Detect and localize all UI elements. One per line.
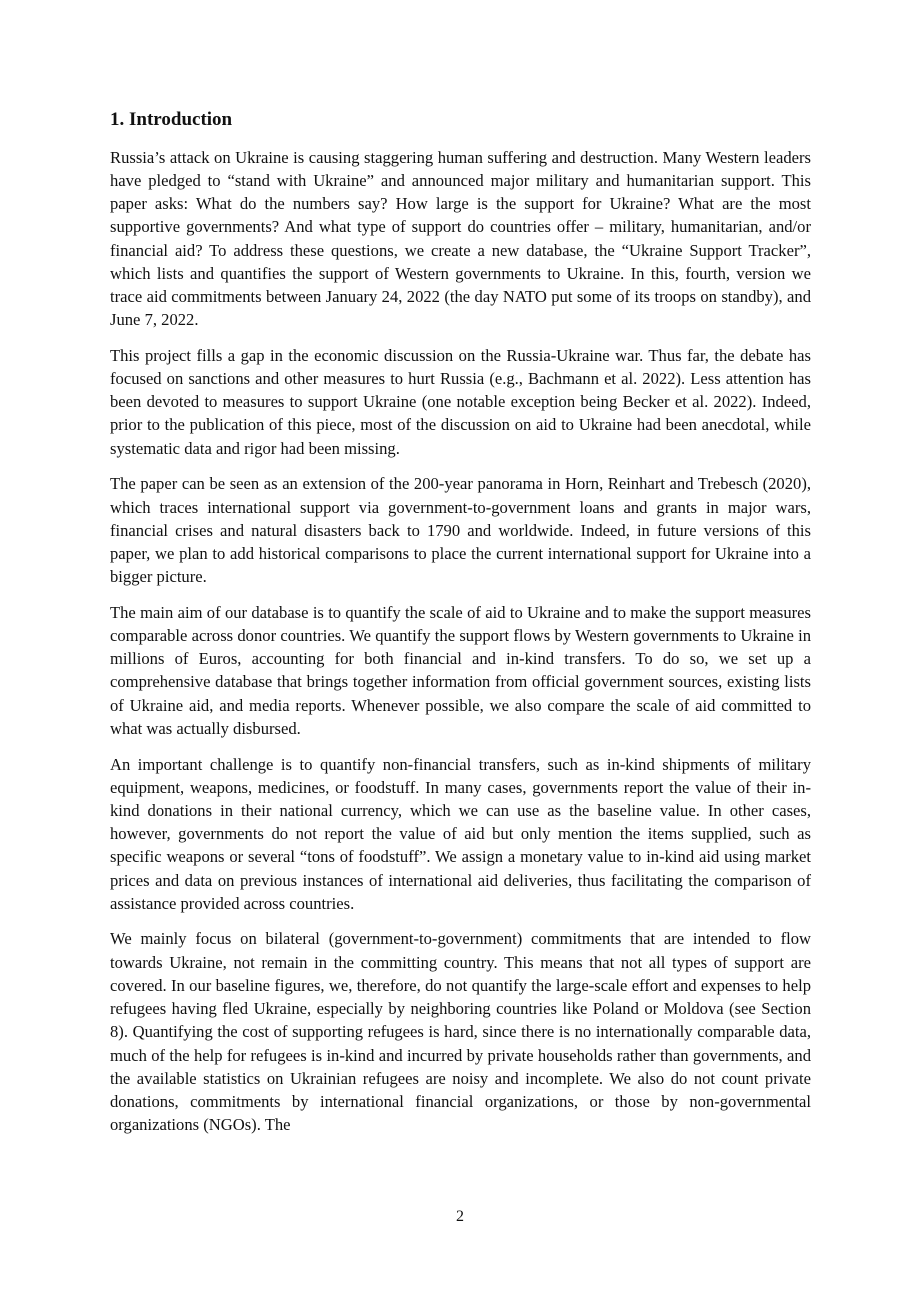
page-number: 2: [456, 1208, 464, 1225]
page-body: [110, 108, 811, 1149]
paragraph-5: An important challenge is to quantify non-financial transfers, such as in-kind shipments of military equipment, weapons, medicines, or foodstuff. In many cases, governments report the value of their in-kind donations in their national currency, which we can use as the baseline value. In other cases, however, governments do not report the value of aid but only mention the items supplied, such as specific weapons or several “tons of foodstuff”. We assign a monetary value to in-kind aid using market prices and data on previous instances of international aid deliveries, thus facilitating the comparison of assistance provided across countries.: [110, 754, 811, 913]
paragraph-4: The main aim of our database is to quantify the scale of aid to Ukraine and to make the support measures comparable across donor countries. We quantify the support flows by Western governments to Ukraine in millions of Euros, accounting for both financial and in-kind transfers. To do so, we set up a comprehensive database that brings together information from official government sources, existing lists of Ukraine aid, and media reports. Whenever possible, we also compare the scale of aid committed to what was actually disbursed.: [110, 602, 811, 738]
paragraph-6: We mainly focus on bilateral (government-to-government) commitments that are intended to flow towards Ukraine, not remain in the committing country. This means that not all types of support are covered. In our baseline figures, we, therefore, do not quantify the large-scale effort and expenses to help refugees having fled Ukraine, especially by neighboring countries like Poland or Moldova (see Section 8). Quantifying the cost of supporting refugees is hard, since there is no internationally comparable data, much of the help for refugees is in-kind and incurred by private households rather than governments, and the available statistics on Ukrainian refugees are noisy and incomplete. We also do not count private donations, commitments by international financial organizations, or those by non-governmental organizations (NGOs). The: [110, 929, 811, 1135]
section-heading: 1. Introduction: [110, 109, 233, 130]
paragraph-1: Russia’s attack on Ukraine is causing staggering human suffering and destruction. Many Western leaders have pledged to “stand with Ukraine” and announced major military and humanitarian support. This paper asks: What do the numbers say? How large is the support for Ukraine? What are the most supportive governments? And what type of support do countries offer – military, humanitarian, and/or financial aid? To address these questions, we create a new database, the “Ukraine Support Tracker”, which lists and quantifies the support of Western governments to Ukraine. In this, fourth, version we trace aid commitments between January 24, 2022 (the day NATO put some of its troops on standby), and June 7, 2022.: [110, 147, 811, 330]
paragraph-3: The paper can be seen as an extension of the 200-year panorama in Horn, Reinhart and Trebesch (2020), which traces international support via government-to-government loans and grants in major wars, financial crises and natural disasters back to 1790 and worldwide. Indeed, in future versions of this paper, we plan to add historical comparisons to place the current international support for Ukraine into a bigger picture.: [110, 474, 811, 587]
paragraph-2: This project fills a gap in the economic discussion on the Russia-Ukraine war. Thus far, the debate has focused on sanctions and other measures to hurt Russia (e.g., Bachmann et al. 2022). Less attention has been devoted to measures to support Ukraine (one notable exception being Becker et al. 2022). Indeed, prior to the publication of this piece, most of the discussion on aid to Ukraine had been anecdotal, while systematic data and rigor had been missing.: [110, 345, 811, 458]
